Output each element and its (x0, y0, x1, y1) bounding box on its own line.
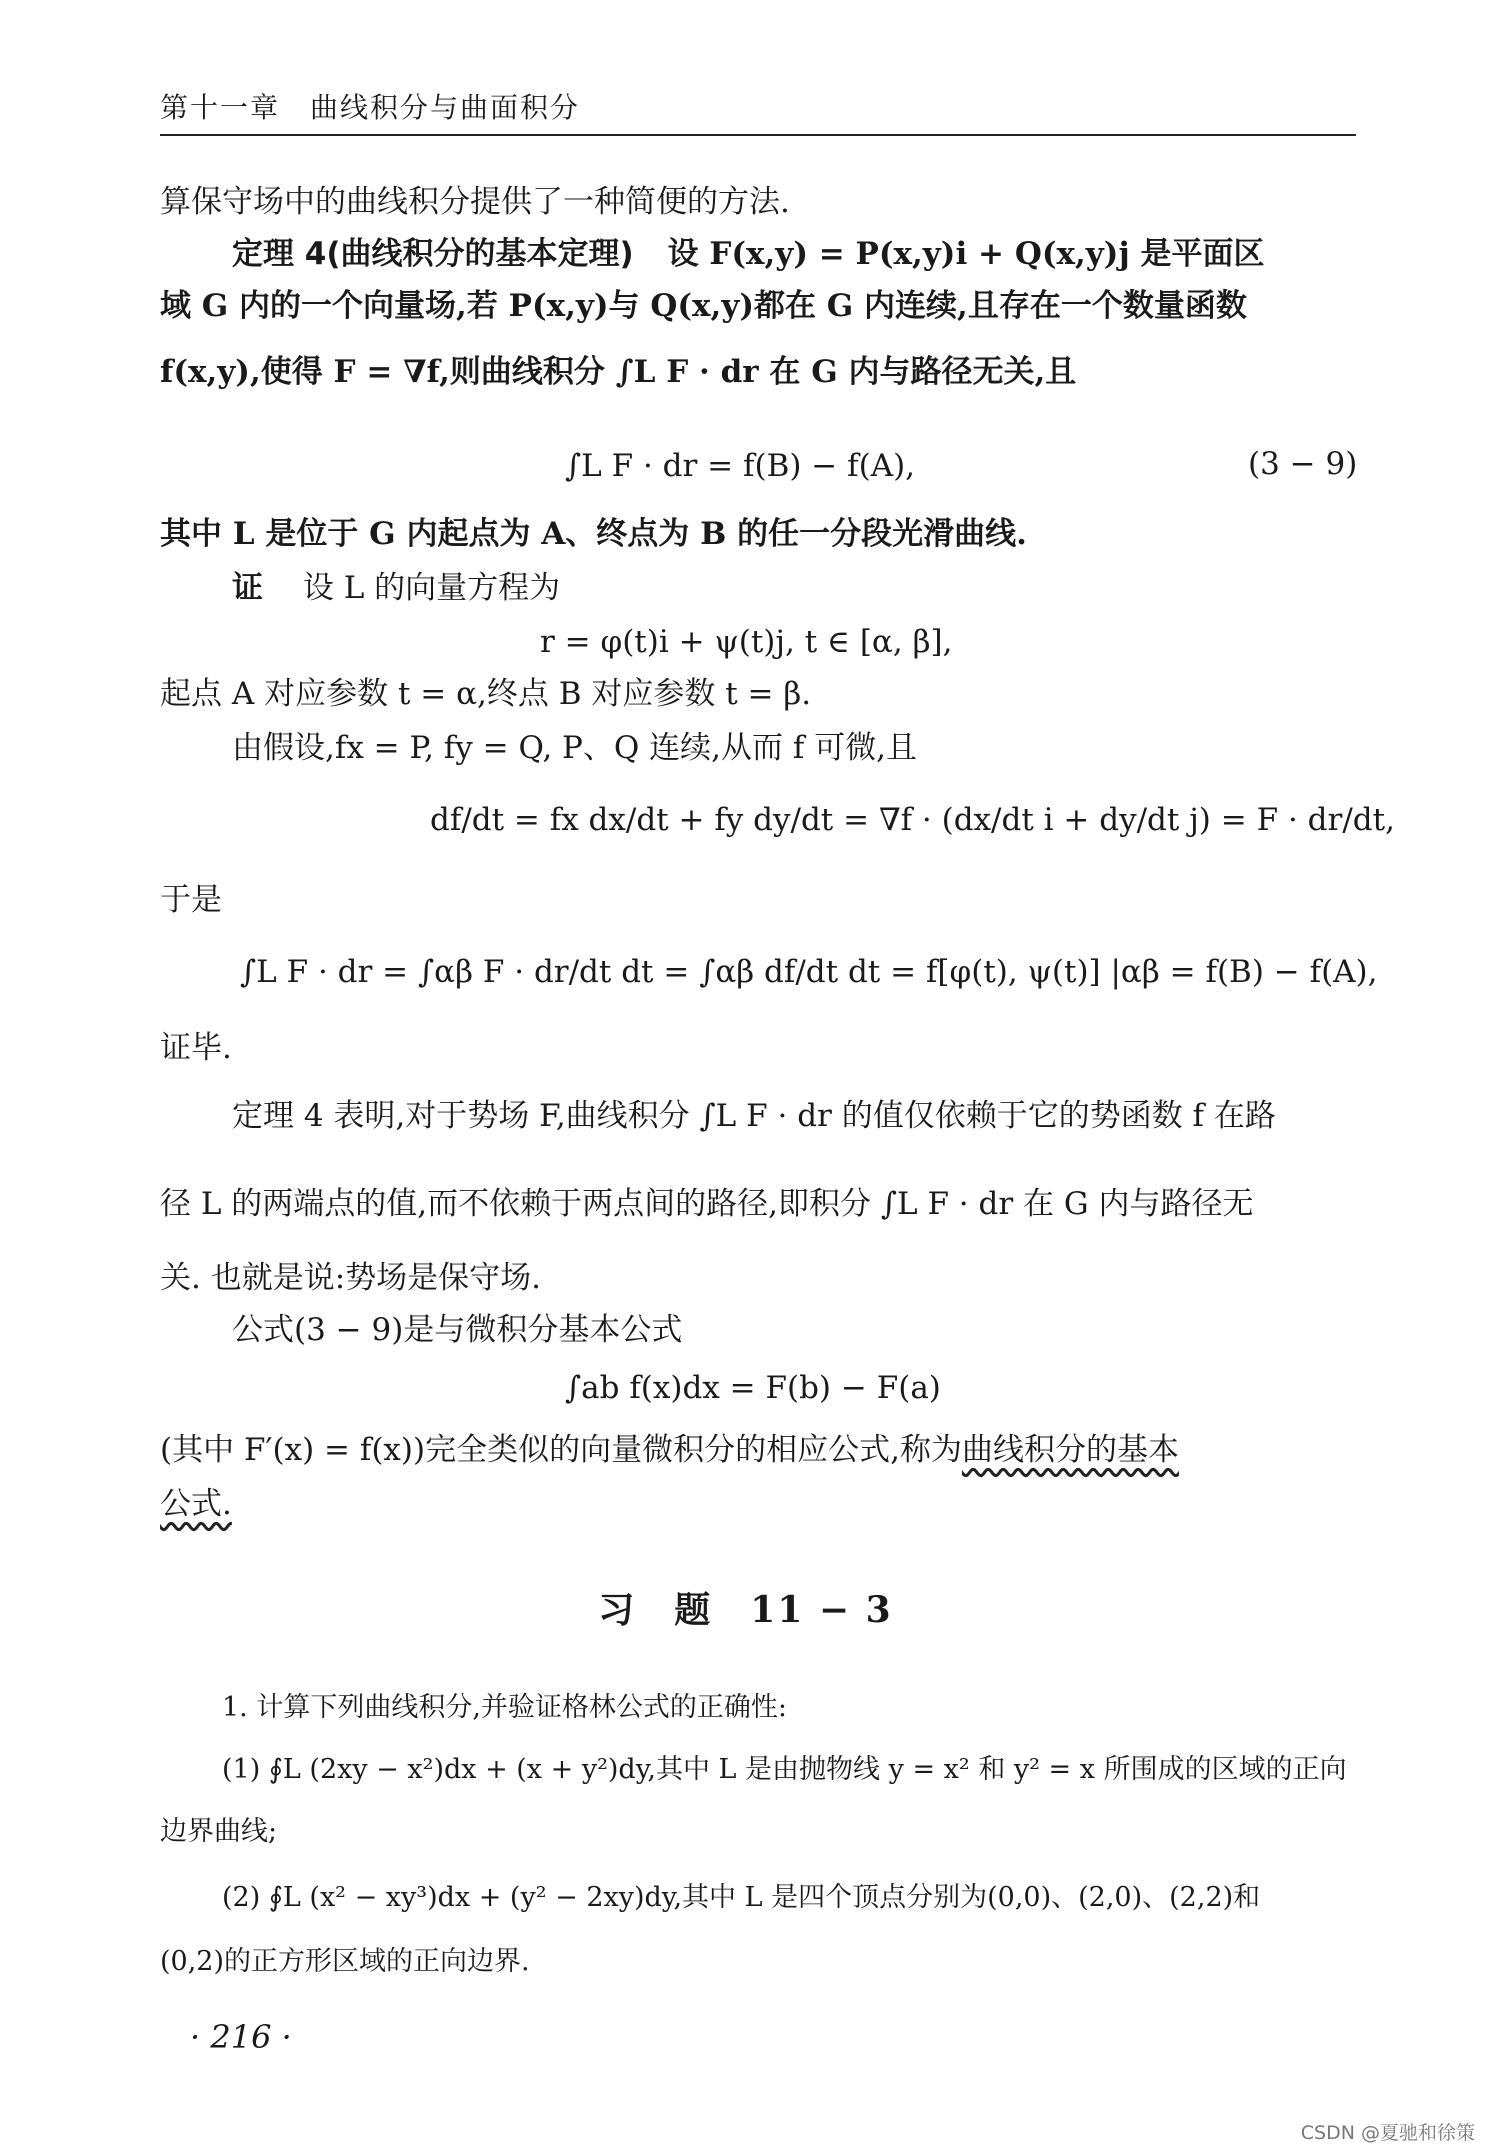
chapter-title: 曲线积分与曲面积分 (310, 91, 581, 124)
paragraph-line: 定理 4 表明,对于势场 F,曲线积分 ∫L F · dr 的值仅依赖于它的势函数 f 在路 (232, 1098, 1276, 1134)
exercise-item-continued: (0,2)的正方形区域的正向边界. (160, 1946, 530, 1977)
exercise-item-continued: 边界曲线; (160, 1816, 278, 1847)
paragraph-line: 公式(3 − 9)是与微积分基本公式 (232, 1312, 683, 1348)
body-line: 算保守场中的曲线积分提供了一种简便的方法. (160, 184, 790, 220)
proof-label: 证 (232, 570, 263, 606)
theorem-line: f(x,y),使得 F = ∇f,则曲线积分 ∫L F · dr 在 G 内与路径无关,且 (160, 354, 1077, 390)
theorem-line: 其中 L 是位于 G 内起点为 A、终点为 B 的任一分段光滑曲线. (160, 516, 1027, 552)
paragraph-line (160, 1484, 1356, 1524)
equation-number: (3 − 9) (1248, 446, 1358, 482)
key-term: 曲线积分的基本 (961, 1432, 1179, 1468)
newton-leibniz-equation: ∫ab f(x)dx = F(b) − F(a) (565, 1370, 941, 1406)
derivative-equation: df/dt = fx dx/dt + fy dy/dt = ∇f · (dx/dt i + dy/dt j) = F · dr/dt, (430, 802, 1395, 838)
theorem-text: 设 F(x,y) = P(x,y)i + Q(x,y)j 是平面区 (667, 236, 1265, 272)
theorem-label: 定理 4(曲线积分的基本定理) (232, 236, 634, 272)
paragraph-line (160, 1430, 1356, 1470)
body-line: 于是 (160, 882, 222, 918)
theorem-statement-line (232, 234, 1356, 274)
vector-equation: r = φ(t)i + ψ(t)j, t ∈ [α, β], (540, 624, 953, 660)
exercise-section-title: 习 题 11 − 3 (598, 1589, 893, 1631)
chain-equation: ∫L F · dr = ∫αβ F · dr/dt dt = ∫αβ df/dt dt = f[φ(t), ψ(t)] |αβ = f(B) − f(A), (240, 954, 1378, 990)
proof-line (232, 568, 1356, 608)
body-line: 由假设,fx = P, fy = Q, P、Q 连续,从而 f 可微,且 (232, 730, 918, 766)
paragraph-line: 关. 也就是说:势场是保守场. (160, 1260, 542, 1296)
equation-3-9: ∫L F · dr = f(B) − f(A), (565, 448, 916, 484)
watermark-text: CSDN @夏驰和徐策 (1300, 2122, 1475, 2144)
paragraph-text: (其中 F′(x) = f(x))完全类似的向量微积分的相应公式,称为 (160, 1432, 962, 1468)
exercise-item: (1) ∮L (2xy − x²)dx + (x + y²)dy,其中 L 是由抛物线 y = x² 和 y² = x 所围成的区域的正向 (222, 1754, 1347, 1785)
proof-text: 设 L 的向量方程为 (302, 570, 561, 606)
body-line: 证毕. (160, 1030, 232, 1066)
exercise-question: 1. 计算下列曲线积分,并验证格林公式的正确性: (222, 1692, 788, 1723)
key-term-continued: 公式. (160, 1486, 232, 1522)
paragraph-line: 径 L 的两端点的值,而不依赖于两点间的路径,即积分 ∫L F · dr 在 G 内与路径无 (160, 1186, 1254, 1222)
exercise-item: (2) ∮L (x² − xy³)dx + (y² − 2xy)dy,其中 L 是四个顶点分别为(0,0)、(2,0)、(2,2)和 (222, 1882, 1261, 1913)
chapter-label: 第十一章 (160, 91, 281, 124)
page-number: · 216 · (190, 2018, 292, 2056)
running-header (160, 82, 1356, 136)
theorem-line: 域 G 内的一个向量场,若 P(x,y)与 Q(x,y)都在 G 内连续,且存在一个数量函数 (160, 288, 1247, 324)
body-line: 起点 A 对应参数 t = α,终点 B 对应参数 t = β. (160, 676, 812, 712)
